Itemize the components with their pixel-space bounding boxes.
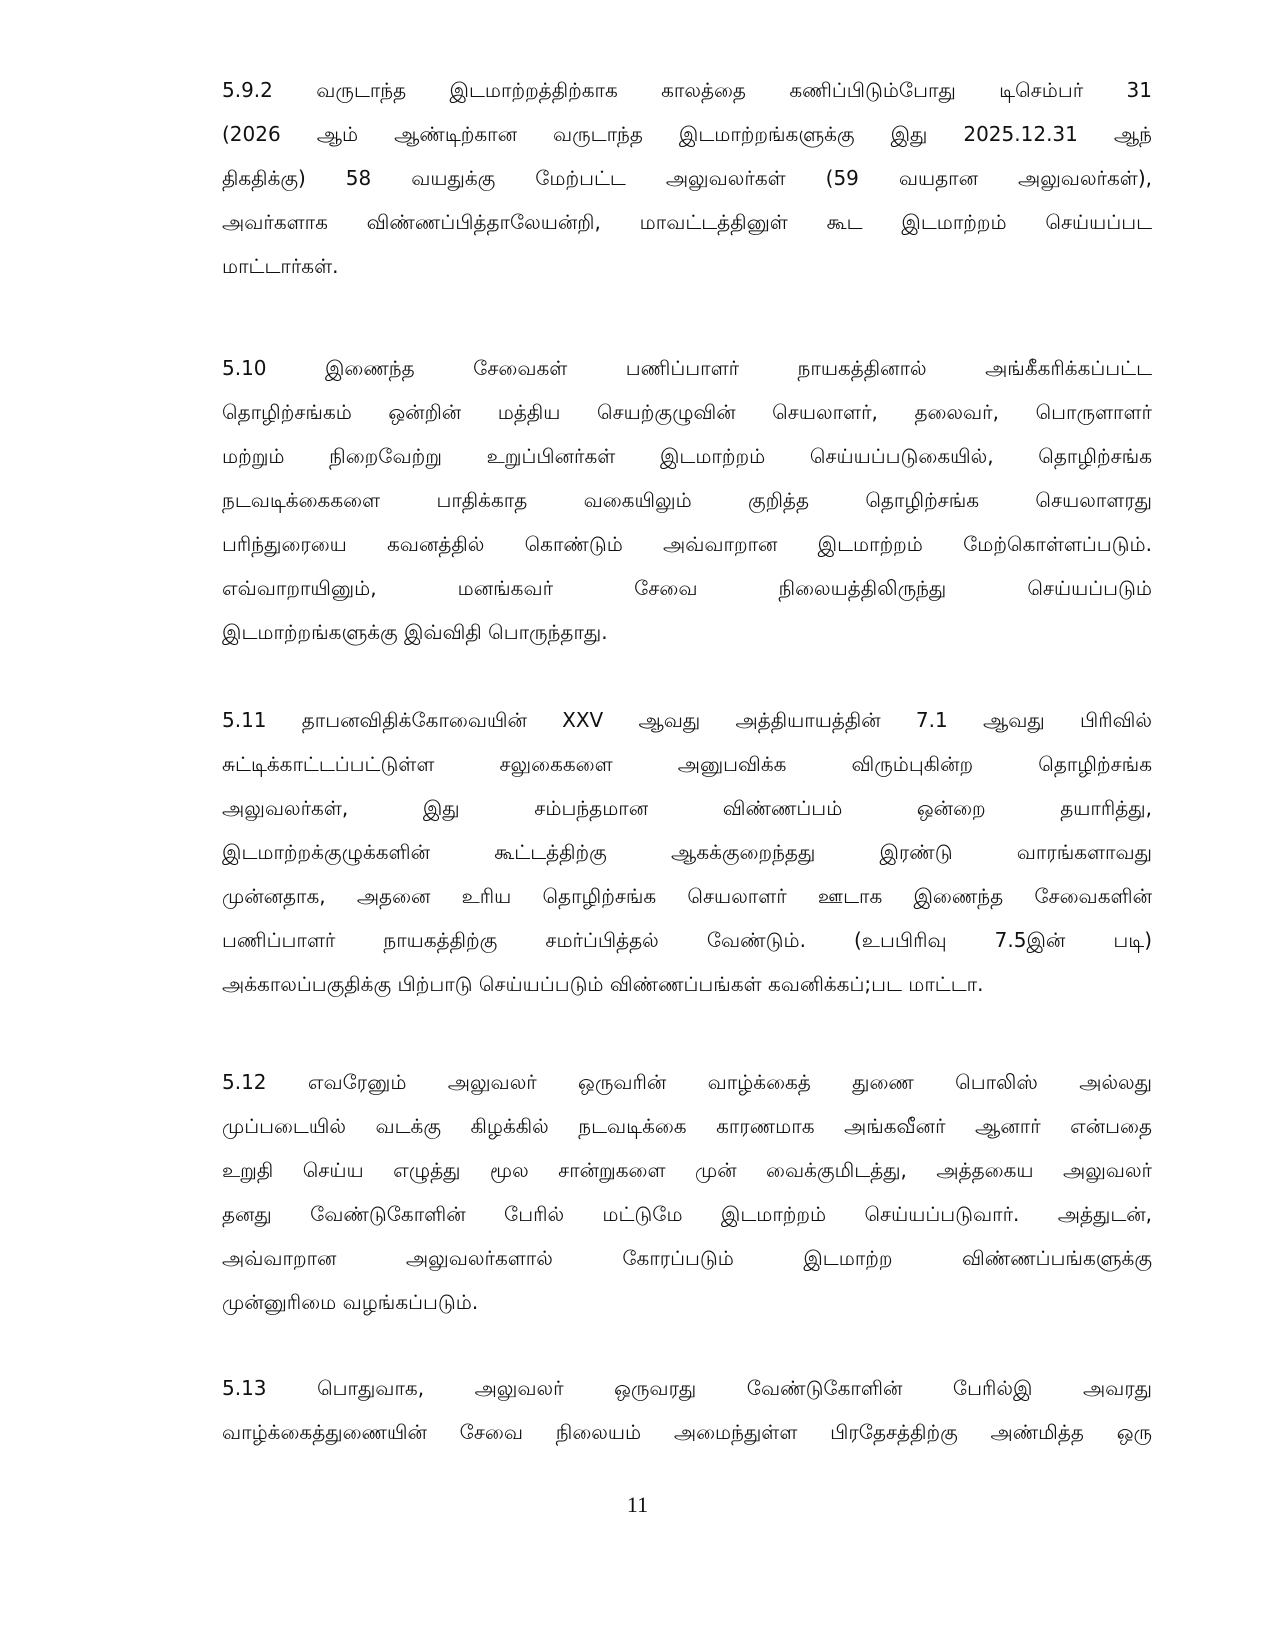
text-line: எவ்வாறாயினும், மனங்கவர் சேவை நிலையத்திலிருந்து செய்யப்படும் [222,576,1152,600]
text-line: அலுவலர்கள், இது சம்பந்தமான விண்ணப்பம் ஒன்றை தயாரித்து, [222,796,1152,820]
text-line: அக்காலப்பகுதிக்கு பிற்பாடு செய்யப்படும் விண்ணப்பங்கள் கவனிக்கப்;பட மாட்டா. [222,972,984,996]
text-line: உறுதி செய்ய எழுத்து மூல சான்றுகளை முன் வைக்குமிடத்து, அத்தகைய அலுவலர் [222,1158,1152,1182]
text-line: இடமாற்றக்குழுக்களின் கூட்டத்திற்கு ஆகக்குறைந்தது இரண்டு வாரங்களாவது [222,840,1152,864]
paragraph-5-13 [222,1366,1152,1454]
text-line: நடவடிக்கைகளை பாதிக்காத வகையிலும் குறித்த தொழிற்சங்க செயலாளரது [222,488,1152,512]
text-line: 5.13 பொதுவாக, அலுவலர் ஒருவரது வேண்டுகோளின் பேரில்இ அவரது [222,1376,1152,1400]
text-line: முப்படையில் வடக்கு கிழக்கில் நடவடிக்கை காரணமாக அங்கவீனர் ஆனார் என்பதை [222,1114,1152,1138]
text-line: மாட்டார்கள். [222,254,339,278]
text-line: அவர்களாக விண்ணப்பித்தாலேயன்றி, மாவட்டத்தினுள் கூட இடமாற்றம் செய்யப்பட [222,210,1152,234]
text-line: வாழ்க்கைத்துணையின் சேவை நிலையம் அமைந்துள்ள பிரதேசத்திற்கு அண்மித்த ஒரு [222,1420,1152,1444]
text-line: 5.10 இணைந்த சேவைகள் பணிப்பாளர் நாயகத்தினால் அங்கீகரிக்கப்பட்ட [222,356,1152,380]
text-line: (2026 ஆம் ஆண்டிற்கான வருடாந்த இடமாற்றங்களுக்கு இது 2025.12.31 ஆந் [222,122,1152,146]
text-line: 5.11 தாபனவிதிக்கோவையின் XXV ஆவது அத்தியாயத்தின் 7.1 ஆவது பிரிவில் [222,708,1152,732]
text-line: முன்னுரிமை வழங்கப்படும். [222,1290,479,1314]
text-line: 5.12 எவரேனும் அலுவலர் ஒருவரின் வாழ்க்கைத் துணை பொலிஸ் அல்லது [222,1070,1152,1094]
paragraph-5-10 [222,346,1152,654]
text-line: 5.9.2 வருடாந்த இடமாற்றத்திற்காக காலத்தை கணிப்பிடும்போது டிசெம்பர் 31 [222,78,1152,102]
text-line: திகதிக்கு) 58 வயதுக்கு மேற்பட்ட அலுவலர்கள் (59 வயதான அலுவலர்கள்), [222,166,1152,190]
text-line: தனது வேண்டுகோளின் பேரில் மட்டுமே இடமாற்றம் செய்யப்படுவார். அத்துடன், [222,1202,1152,1226]
text-line: பரிந்துரையை கவனத்தில் கொண்டும் அவ்வாறான இடமாற்றம் மேற்கொள்ளப்படும். [222,532,1152,556]
text-line: இடமாற்றங்களுக்கு இவ்விதி பொருந்தாது. [222,620,608,644]
text-line: சுட்டிக்காட்டப்பட்டுள்ள சலுகைகளை அனுபவிக்க விரும்புகின்ற தொழிற்சங்க [222,752,1152,776]
paragraph-5-12 [222,1060,1152,1324]
paragraph-5-9-2 [222,68,1152,288]
text-line: மற்றும் நிறைவேற்று உறுப்பினர்கள் இடமாற்றம் செய்யப்படுகையில், தொழிற்சங்க [222,444,1152,468]
text-line: முன்னதாக, அதனை உரிய தொழிற்சங்க செயலாளர் ஊடாக இணைந்த சேவைகளின் [222,884,1152,908]
paragraph-5-11 [222,698,1152,1006]
text-line: பணிப்பாளர் நாயகத்திற்கு சமர்ப்பித்தல் வேண்டும். (உபபிரிவு 7.5இன் படி) [222,928,1152,952]
text-line: தொழிற்சங்கம் ஒன்றின் மத்திய செயற்குழுவின் செயலாளர், தலைவர், பொருளாளர் [222,400,1152,424]
text-line: அவ்வாறான அலுவலர்களால் கோரப்படும் இடமாற்ற விண்ணப்பங்களுக்கு [222,1246,1152,1270]
page-number: 11 [626,1492,649,1517]
